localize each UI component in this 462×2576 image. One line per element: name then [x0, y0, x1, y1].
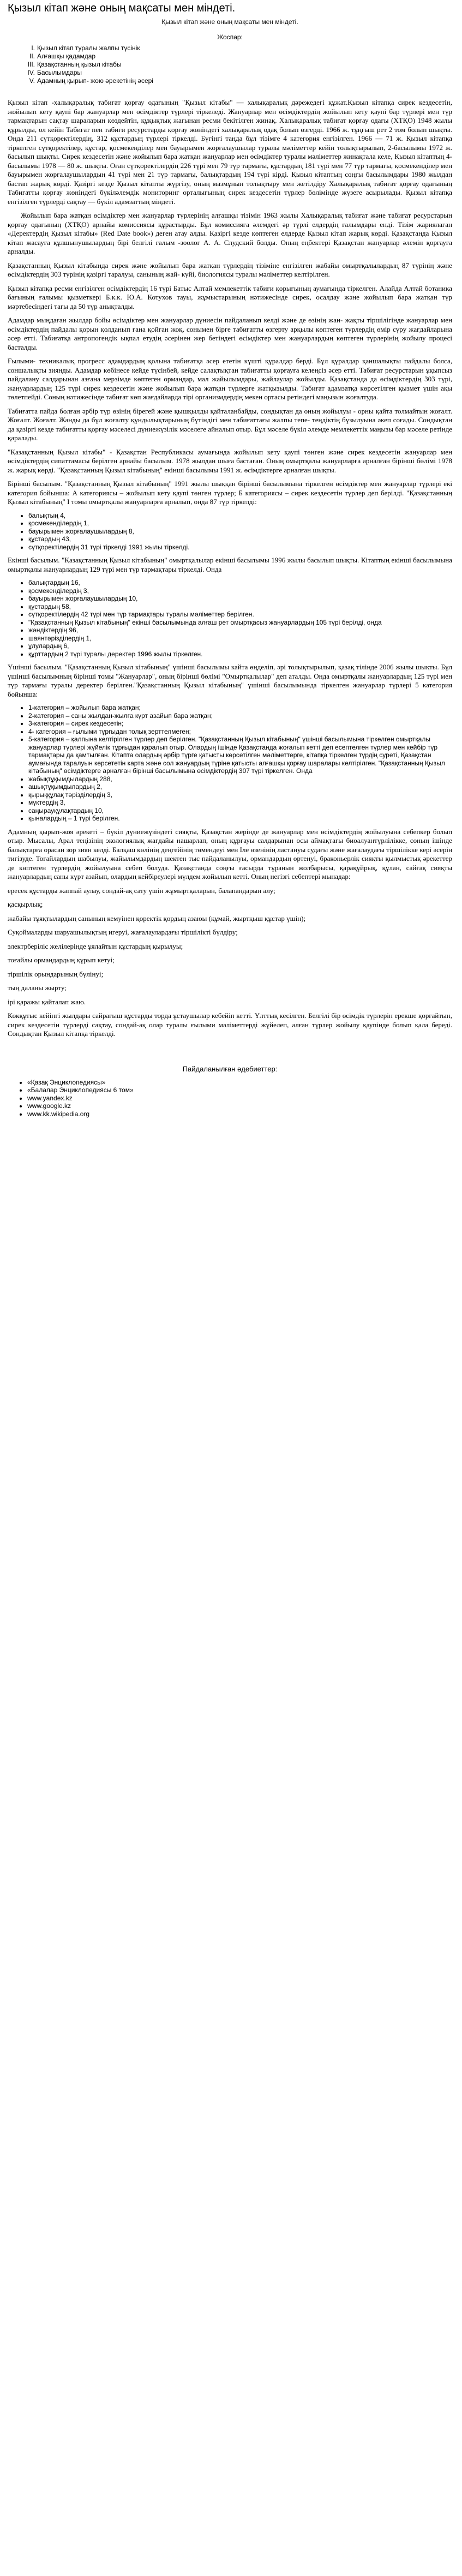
body-paragraph: Көкқұтыс кейінгі жылдары сайрағыш құстарды торда ұстаушылар кебейіп кетті. Үлттық кесілген. Белгілі бір өсімдік түрлерін ерекше қорғайтын, сирек кездесетін түрлерді сақтау, сондай-ақ олар туралы ғылыми мәліметтерді жүйелеп, алған түрлер жойылу қаупінде болып қала береді. Сондықтан Қызыл кітапқа тіркелді.: [8, 1011, 452, 1038]
plan-item: [27, 44, 452, 52]
list-item: • қырыққұлақ тәрізділердің 3,: [28, 791, 452, 799]
second-edition-list: [8, 579, 452, 658]
list-item: • ашықтұқымдылардың 2,: [28, 783, 452, 791]
document-page: [0, 0, 462, 1118]
list-item: • қыналардың – 1 түрі берілген.: [28, 814, 452, 823]
reference-link[interactable]: • www.kk.wikipedia.org: [27, 1110, 452, 1118]
list-item: • сүтқоректілердің 31 түрі тіркелді 1991 жылы тіркелді.: [28, 543, 452, 552]
plan-heading: Жоспар:: [217, 33, 243, 41]
list-item: • 3-категория – сирек кездесетін;: [28, 720, 452, 728]
list-item: • 2-категория – саны жылдан-жылға күрт азайып бара жатқан;: [28, 712, 452, 720]
list-item: • балықтардың 16,: [28, 579, 452, 587]
list-item: • мүктердің 3,: [28, 799, 452, 807]
list-item: • жәндіктердің 96,: [28, 626, 452, 634]
cause-item: ірі қаражы қайталап жаю.: [8, 997, 86, 1006]
reference-item: • «Қазақ Энциклопедиясы»: [27, 1079, 452, 1087]
cause-item: тіршілік орындарының бүлінуі;: [8, 969, 104, 978]
reference-link[interactable]: • www.yandex.kz: [27, 1094, 452, 1103]
cause-item: тоғайлы ормандардың құрып кетуі;: [8, 956, 115, 964]
subtitle: Қызыл кітап және оның мақсаты мен міндеті.: [161, 18, 298, 26]
plan-item-text: Қызыл кітап туралы жалпы түсінік: [37, 44, 140, 52]
list-item: • саңырауқұлақтардың 10,: [28, 807, 452, 815]
body-paragraph: Адамның қырып-жоя әрекеті – бүкіл дүниежүзіндегі сияқты, Қазақстан жерінде де жануарлар мен өсімдіктердің жойылуына себепкер болып отыр. Мысалы, Арал теңізінің экологиялық жағдайы нашарлап, оның құрғауы салдарынан осы аймақтағы биоалуантүрлілікке, соның ішінде балықтарға орасан зор зиян келді. Балқаш көлінің деңгейінің төмендеуі мен Іле өзенінің ластануы судағы және жағалаудағы тіршілікке кері әсерін тигізуде. Тоғайлардың шабылуы, жайылымдардың шектен тыс пайдаланылуы, ормандардың өртенуі, браконьерлік сияқты қылмыстық әрекеттер де көптеген түрлердің жойылуына себеп болуда. Қазақстанда соңғы ғасырда тұранын жолбарысы, қарақұйрық, құлан, сайғақ сияқты жануарлардың саны күрт азайып, олардың кейбіреулері мүлдем жойылып кетті. Оның негізгі себептері мынадар:: [8, 827, 452, 880]
reference-item: • «Балалар Энциклопедиясы 6 том»: [27, 1086, 452, 1094]
list-item: • ұлулардың 6,: [28, 642, 452, 650]
list-item: • балықтың 4,: [28, 512, 452, 520]
body-paragraph: Ғылыми- техникалық прогресс адамдардың қолына табиғатқа әсер ететін күшті құралдар берді. Бұл құралдар қаншалықты пайдалы болса, соншалықты зиянды. Адамдар көбінесе кейде түсінбей, кейде салақтықтан табиғатты қорғауға келеңсіз әсер етті. Табиғат ресурстарын ұқыпсыз пайдалану салдарынан азғана мерзімде көптеген ормандар, мал жайылымдары, жайлаулар жойылды. Қазақстанда да өсімдіктердің 303 түрі, жануарлардың 125 түрі сирек кездесетін және жойылып бара жатқан түрлерге жатқызылды. Табиғат адамзатқа көрсетілген қызмет үшін ақы төлетпейді. Соның нәтижесінде табиғат көп жағдайларда тірі организмдердің мекен ортасы ретіндегі маңызын жоғалтуда.: [8, 357, 452, 401]
references-heading: Пайдаланылған әдебиеттер:: [182, 1064, 278, 1073]
plan-item: [27, 61, 452, 69]
list-item: • құрттардың 2 түрі туралы деректер 1996 жылы тіркелген.: [28, 650, 452, 658]
list-item: • құстардың 43,: [28, 535, 452, 543]
page-title: Қызыл кітап және оның мақсаты мен міндеті.: [8, 2, 236, 14]
first-edition-list: [8, 512, 452, 552]
cause-item: электрберіліс желілерінде ұялайтын құстардың қырылуы;: [8, 942, 183, 950]
plan-item: [27, 52, 452, 61]
list-item: • 5-категория – қалпына келтірілген түрлер деп берілген. "Қазақстанның Қызыл кітабының" үшінші басылымына тіркелген омыртқалы жануарлар түрлері жүйелік тұрғыдан қаралып отыр. Олардың ішінде Қазақстанда жоғалып кетті деп есептелген түрлер мен кейбір түр тармақтары да қамтылған. Кітапта олардың әрбір түрге қатысты көрсетілген мәліметтерге, кітапқа тіркелген түрдің суреті, Қазақстан аумағында таралуын көрсететін карта және сол жануардың түріне қатысты алғашқы қорғау шаралары келтірілген. "Қазақстанның Қызыл кітабының" өсімдіктерге арналған бірінші басылымына өсімдіктердің 307 түрі тіркелген. Онда: [28, 735, 452, 775]
list-item: • шаянтәрізділердің 1,: [28, 634, 452, 643]
plan-item-number: I.: [31, 44, 35, 52]
plan-item: [27, 77, 452, 85]
list-item: • 4- категория – ғылыми тұрғыдан толық зерттелмеген;: [28, 728, 452, 736]
plan-list: [8, 44, 452, 85]
plan-item-number: IV.: [27, 69, 35, 76]
body-paragraph: "Қазақстанның Қызыл кітабы" - Қазақстан Республикасы аумағында жойылып кету қаупі төнген және сирек кездесетін жануарлар мен өсімдіктердің сипаттамасы берілген арнайы басылым. 1978 жылдан шыға бастаған. Оның омыртқалы жануарларға арналған бірінші бөлімі 1978 ж. жарық көрді. "Қазақстанның Қызыл кітабының" екінші басылымы 1991 ж. өсімдіктерге арналған шықты.: [8, 447, 452, 474]
list-item: • құстардың 58,: [28, 603, 452, 611]
cause-item: Суқоймаларды шаруашылықтың игеруі, жағалаулардағы тіршілікті бүлдіру;: [8, 928, 238, 936]
plan-item-text: Қазақстанның қызыл кітабы: [37, 61, 122, 68]
list-item: • 1-категория – жойылып бара жатқан;: [28, 704, 452, 712]
body-paragraph: Екінші басылым. "Қазақстанның Қызыл кітабының" омыртқалылар екінші басылымы 1996 жылы басылып шықты. Кітаптың екінші басылымына омыртқалы жануарлардың 129 түрі мен түр тармақтары тіркелді. Онда: [8, 556, 452, 573]
plan-item: [27, 69, 452, 77]
body-paragraph: Адамдар мыңдаған жылдар бойы өсімдіктер мен жануарлар дүниесін пайдаланып келді және де өзінің жан- жақты тіршілігінде жануарлар мен өсімдіктердің пайдалы қорын қолданып ғана қойған жоқ, сонымен бірге табиғатты өзгерту арқылы көптеген түрлердің өмір сүру жағдайларына әсер етті. Табиғатқа антропогендік ықпал етудің әсерінен жер бетіндегі өсімдіктер мен жануарлардың көптеген түрлерінің жойылу процесі басталды.: [8, 316, 452, 351]
list-item: • қосмекенділердің 3,: [28, 587, 452, 595]
list-item: • бауырымен жорғалаушылардың 10,: [28, 595, 452, 603]
references-list: [8, 1079, 452, 1118]
cause-item: жабайы тұяқтылардың санының кемуінен қоректік қордың азаюы (құмай, жыртқыш құстар үшін);: [8, 914, 306, 922]
body-paragraph: Жойылып бара жатқан өсімдіктер мен жануарлар түрлерінің алғашқы тізімін 1963 жылы Халықаралық табиғат және табиғат ресурстарын қорғау одағының (ХТҚО) арнайы комиссиясы құрастырды. Бұл комиссияға әлемдегі әр түрлі елдердің ғалымдары енді. Тізім жариялаған «Деректердің Қызыл кітабы» (Red Date book») деген атау алды. Қазіргі кезде көптеген елдерде Қызыл кітап жарық көрді. Қазақстанда Қызыл кітап жасауға құлшынушылардың бірі белгілі ғалым -зоолог А. А. Слудский болды. Оның еңбектері Қазақстан жануарлар әлемін қорғауға арналды.: [8, 211, 452, 255]
cause-item: қасқырлық;: [8, 900, 43, 908]
cause-item: тың даланы жырту;: [8, 984, 67, 992]
list-item: • сүтқоректілердің 42 түрі мен түр тармақтары туралы мәліметтер берілген.: [28, 610, 452, 619]
cause-item: ересек құстарды жаппай аулау, сондай-ақ сату үшін жұмыртқаларын, балапандарын алу;: [8, 886, 275, 895]
body-paragraph: Қызыл кітапқа ресми енгізілген өсімдіктердің 16 түрі Батыс Алтай мемлекеттік табиғи қорығының аумағында тіркелген. Алайда Алтай ботаника бағының ғалымы қызметкері Б.к.к. Ю.А. Котухов тауы, жұмыстарының нәтижесінде сирек, осалдау және жойылып бара жатқан түр мәртебесіндегі тағы да 50 түр анықталды.: [8, 284, 452, 310]
list-item: • қосмекенділердің 1,: [28, 519, 452, 528]
list-item: • "Қазақстанның Қызыл кітабының" екінші басылымында алғаш рет омыртқасыз жануарлардың 105 түрі берілді, онда: [28, 619, 452, 627]
body-paragraph: Қазақстанның Қызыл кітабында сирек және жойылып бара жатқан түрлердің тізіміне енгізілген жабайы омыртқалылардың 87 түрінің және өсімдіктердің 303 түрінің қазіргі таралуы, санының жай- күйі, биологиясы туралы мәліметтер келтірілген.: [8, 261, 452, 278]
plan-item-number: III.: [27, 61, 35, 68]
list-item: • жабықтұқымдылардың 288,: [28, 775, 452, 783]
reference-link[interactable]: • www.google.kz: [27, 1102, 452, 1110]
plan-item-text: Алғашқы қадамдар: [37, 52, 96, 60]
list-item: • бауырымен жорғалаушылардың 8,: [28, 528, 452, 536]
body-paragraph: Табиғатта пайда болған әрбір түр өзінің бірегей және қышқылды қайталанбайды, сондықтан да оның жойылуы - орны қайта толмайтын жоғалт. Жоғалт. Жоғалт. Жанды да бұл жоғалту құндылықтарының бүтіндігі мен табиғаттағы жалпы тепе- теңдіктің бұзылуына әкеп соғады. Сондықтан да қазіргі кезде табиғатты қорғау мәселесі дүниежүзілік мәселеге айналып отыр. Бұл мәселе бүкіл әлемде мемлекеттік маңызы бар мәселе ретінде қаралады.: [8, 406, 452, 442]
plan-item-number: V.: [29, 77, 35, 85]
third-edition-list: [8, 704, 452, 823]
body-paragraph: Үшінші басылым. "Қазақстанның Қызыл кітабының" үшінші басылымы кайта өңделіп, әрі толықтырылып, қазақ тілінде 2006 жылы шықты. Бұл үшінші басылымның бірінші томы "Жануарлар", оның бірінші бөлімі "Омыртқалылар" деп аталды. Онда омыртқалы жануарлардың 125 түрі мен түр тармағы туралы деректер берілген."Қазақстанның Қызыл кітабының" үшінші басылымында тіркелген жануарлар түрлері 5 категория бойынша:: [8, 663, 452, 698]
plan-item-number: II.: [29, 52, 35, 60]
body-paragraph: Қызыл кітап -халықаралық табиғат қорғау одағының "Қызыл кітабы" — халықаралық дәрежедегі құжат.Қызыл кітапқа сирек кездесетін, жойылып кету қаупі бар жануарлар мен өсімдіктер түрлері тіркеледі. Жануарлар мен өсімдіктердің жойылып кету қаупі бар түрлері мен түр тармақтарын сақтау шараларын көздейтін, құқықтық жағынан ресми бекітілген жинақ. Халықаралық табиғат қорғау одағы (ХТҚО) 1948 жылы құрылды, ол кейін Табиғат пен табиғи ресурстарды қорғау жөніндегі халықаралық одақ болып өзгерді. 1966 ж. тұңғыш рет 2 том болып шықты. Онда 211 сүтқоректілердің, 312 құстардың түрлері тіркелді. Бүгінгі таңда бұл тізімге 4 категория енгізілген. 1966 — 71 ж. Қызыл кітапқа тіркелген сүтқоректілер, құстар, қосмекенділер мен бауырымен жорғалаушылар туралы мәліметтер кейін толықтырылып, 2-басылымы 1972 ж. басылып шықты. Сирек кездесетін және жойылып бара жатқан жануарлар мен өсімдіктер туралы мәліметтер жинақтала келе, Қызыл кітаптың 4-басылымы 1978 — 80 ж. шықты. Оған сүтқоректілердің 226 түрі мен 79 түр тармағы, құстардың 181 түрі мен 77 түр тармағы, қосмекенділер мен бауырымен жорғалаушылардың 41 түрі мен 21 түр тармағы, балықтардың 194 түрі кірді. Қызыл кітаптың соңғы басылымдары 1980 жылдан бастап жарық көрді. Қазіргі кезде Қызыл кітапты жүргізу, оның мазмұнын толықтыру мен жетілдіру Халықаралық табиғат қорғау одағының Табиғатты қорғау жөніндегі бүкіләлемдік мониторинг орталығының сирек кездесетін түрлер бөлімінде жүзеге асырылады. Қызыл кітапқа енгізілген түрлерді сақтау — бүкіл адамзаттың міндеті.: [8, 98, 452, 206]
plan-item-text: Басылымдары: [37, 69, 82, 76]
body-paragraph: Бірінші басылым. "Қазақстанның Қызыл кітабының" 1991 жылы шыққан бірінші басылымына тіркелген өсімдіктер мен жануарлар түрлері екі категория бойынша: А категориясы – жойылып кету қаупі төнген түрлер; Б категориясы – сирек кездесетін түрлер деп берілді. "Қазақстанның Қызыл кітабының" I томы омыртқалы жануарларға арналып, онда 87 түр тіркелді:: [8, 480, 452, 506]
plan-item-text: Адамның қырып- жою әрекетінің әсері: [37, 77, 153, 85]
